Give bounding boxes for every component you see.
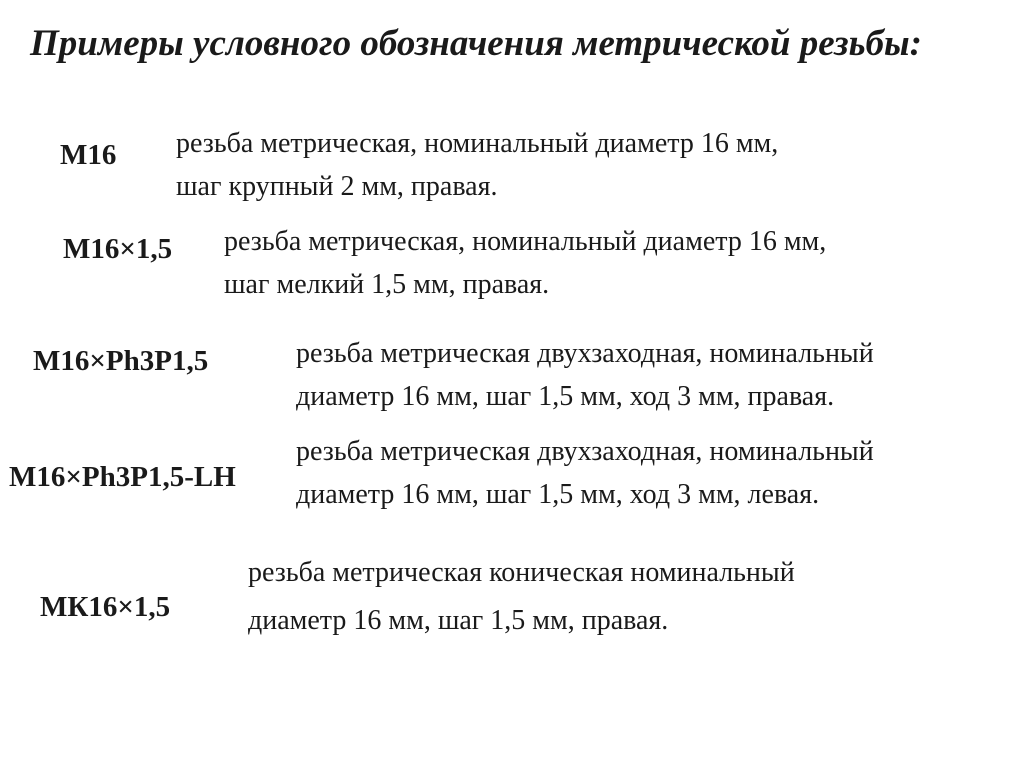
description-line: резьба метрическая, номинальный диаметр 16 мм, (176, 128, 779, 159)
description-line: диаметр 16 мм, шаг 1,5 мм, правая. (248, 605, 669, 636)
thread-code: М16 (60, 139, 117, 171)
description-line: резьба метрическая двухзаходная, номинальный (296, 338, 874, 369)
description-line: резьба метрическая коническая номинальный (248, 557, 795, 588)
description-line: резьба метрическая двухзаходная, номинальный (296, 436, 874, 467)
description-line: резьба метрическая, номинальный диаметр 16 мм, (224, 226, 827, 257)
thread-description (296, 332, 874, 418)
description-line: диаметр 16 мм, шаг 1,5 мм, ход 3 мм, правая. (296, 381, 835, 412)
thread-code: М16×Ph3P1,5 (33, 345, 209, 377)
thread-description (224, 220, 826, 306)
thread-description (248, 549, 795, 645)
page-title: Примеры условного обозначения метрической резьбы: (30, 23, 922, 64)
thread-description (296, 430, 874, 516)
description-line: шаг крупный 2 мм, правая. (176, 171, 498, 202)
thread-code: М16×Ph3P1,5-LH (9, 461, 236, 493)
description-line: шаг мелкий 1,5 мм, правая. (224, 269, 550, 300)
thread-description (176, 122, 778, 208)
thread-code: М16×1,5 (63, 233, 173, 265)
description-line: диаметр 16 мм, шаг 1,5 мм, ход 3 мм, левая. (296, 479, 820, 510)
thread-code: МК16×1,5 (40, 591, 171, 623)
